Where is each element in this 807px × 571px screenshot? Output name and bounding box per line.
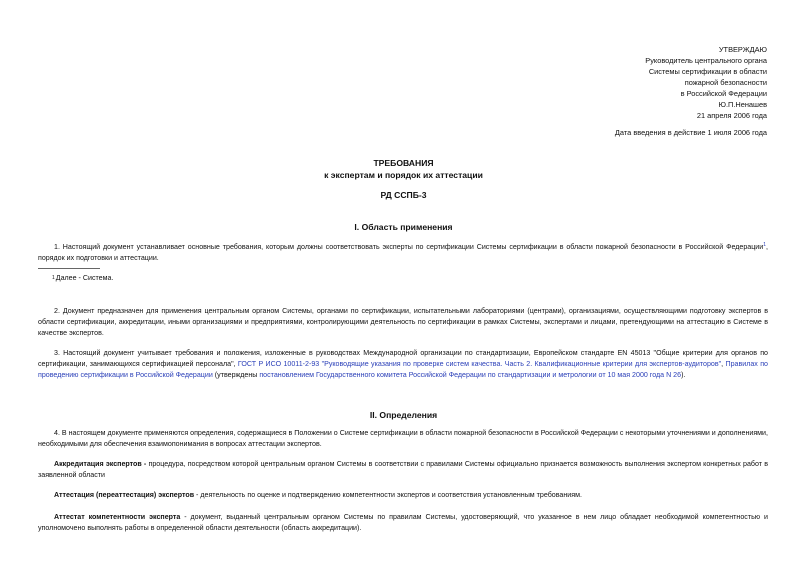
document-code: РД ССПБ-3 [380, 190, 427, 200]
footnote-ref-link[interactable]: 1 [763, 242, 767, 248]
document-subtitle: к экспертам и порядок их аттестации [324, 170, 483, 180]
approval-line: Системы сертификации в области [648, 67, 767, 76]
effective-date: Дата введения в действие 1 июля 2006 года [614, 128, 767, 137]
definition-text: - деятельность по оценке и подтверждению компетентности экспертов и соответствия установленным требованиям. [194, 491, 582, 499]
approval-line: в Российской Федерации [680, 89, 767, 98]
paragraph-1-text: 1. Настоящий документ устанавливает основные требования, которым должны соответствовать эксперты по сертификации Системы сертификации в области пожарной безопасности в Российской Федерации [54, 243, 764, 251]
definition-attestation [38, 490, 768, 501]
definition-term: Аттестат компетентности эксперта [54, 513, 181, 521]
footnote-divider [38, 268, 100, 269]
definition-certificate [38, 512, 768, 534]
paragraph-3-end: ). [681, 371, 686, 380]
section-heading-scope: I. Область применения [354, 222, 453, 232]
definition-term: Аттестация (переаттестация) экспертов [54, 491, 195, 499]
gost-link[interactable]: ГОСТ Р ИСО 10011-2-93 "Руководящие указания по проверке систем качества. Часть 2. Квалификационные критерии для экспертов-аудиторов" [237, 360, 722, 369]
paragraph-2-text: 2. Документ предназначен для применения центральным органом Системы, органами по сертификации, испытательными лабораториями (центрами), организациями, осуществляющими подготовку экспертов в области сертификации, аккредитации, иными организациями и предприятиями, контролирующими деятельность по сертификации в рамках Системы, экспертами и лицами, претендующими на аттестацию в Системе в качестве экспертов. [38, 307, 768, 338]
approval-signatory: Ю.П.Ненашев [718, 100, 767, 109]
approval-line: Руководитель центрального органа [645, 56, 767, 65]
paragraph-4 [38, 428, 768, 450]
definition-text: - документ, выданный центральным органом Системы по правилам Системы, удостоверяющий, что указанное в нем лицо обладает необходимой компетентностью и уполномочено выполнять работы в определенной области деятельности (область аккредитации). [38, 513, 768, 533]
paragraph-3-text: 3. Настоящий документ учитывает требования и положения, изложенные в руководствах Международной организации по стандартизации, Европейском стандарте EN 45013 "Общие критерии для органов по сертификации, занимающихся сертификацией персонала", [38, 349, 768, 369]
paragraph-2 [38, 306, 768, 340]
footnote-mark: 1 [52, 275, 55, 281]
paragraph-3-approved: (утверждены [212, 371, 260, 380]
paragraph-3 [38, 348, 768, 382]
definition-term: Аккредитация экспертов - [54, 460, 147, 468]
approval-line: пожарной безопасности [684, 78, 767, 87]
paragraph-4-text: 4. В настоящем документе применяются определения, содержащиеся в Положении о Системе сертификации в области пожарной безопасности в Российской Федерации с некоторыми уточнениями и дополнениями, необходимыми для обеспечения взаимопонимания в вопросах аттестации экспертов. [38, 429, 768, 449]
footnote-text: Далее - Система. [55, 274, 114, 282]
approval-date: 21 апреля 2006 года [696, 111, 767, 120]
footnote [52, 273, 113, 285]
paragraph-3-sep: , [721, 360, 726, 369]
definition-text: процедура, посредством которой центральным органом Системы в соответствии с правилами Системы официально признается возможность выполнения экспертом конкретных работ в заявленной области [38, 460, 768, 480]
paragraph-1-tail: , порядок их подготовки и аттестации. [38, 243, 768, 263]
document-title: ТРЕБОВАНИЯ [373, 158, 434, 168]
approval-block [645, 44, 767, 121]
section-heading-definitions: II. Определения [369, 410, 438, 420]
paragraph-1 [38, 240, 768, 264]
rules-link[interactable]: Правилах по проведению сертификации в Российской Федерации [38, 360, 768, 380]
approval-header: УТВЕРЖДАЮ [718, 45, 767, 54]
definition-accreditation [38, 459, 768, 481]
resolution-link[interactable]: постановлением Государственного комитета Российской Федерации по стандартизации и метрологии от 10 мая 2000 года N 26 [259, 371, 682, 380]
